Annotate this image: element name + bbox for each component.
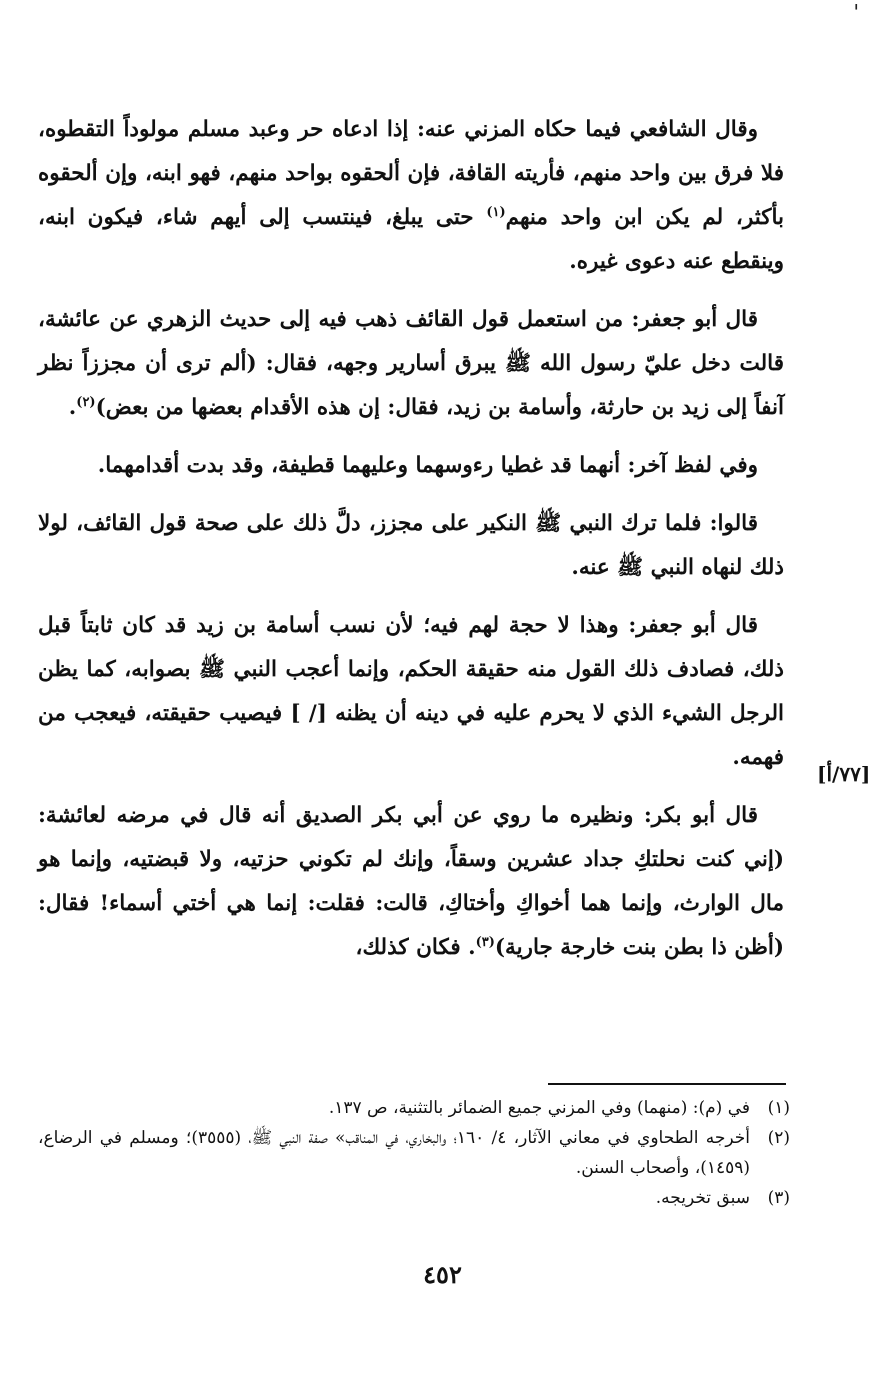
- footnote-marker[interactable]: (٣): [475, 934, 495, 950]
- page-number: ٤٥٢: [423, 1260, 462, 1289]
- paragraph-text: وقال الشافعي فيما حكاه المزني عنه: إذا ادعاه حر وعبد مسلم مولوداً التقطوه، فلا فرق بين واحد منهم، فأريته القافة، فإن ألحقوه بواحد منهم، فهو ابنه، وإن ألحقوه بأكثر، لم يكن ابن واحد منهم: [38, 117, 784, 230]
- paragraph-tail: .: [68, 395, 77, 420]
- paragraph-text: قال أبو جعفر: وهذا لا حجة لهم فيه؛ لأن نسب أسامة بن زيد قد كان ثابتاً قبل ذلك، فصادف ذلك القول منه حقيقة الحكم، وإنما أعجب النبي ﷺ بصوابه، كما يظن الرجل الشيء الذي لا يحرم عليه في دينه أن يظنه [/ ] فيصيب حقيقته، فيعجب من فهمه.: [38, 613, 784, 770]
- paragraph-3: [38, 444, 784, 488]
- footnote-text: أخرجه الطحاوي في معاني الآثار، ٤/ ١٦٠؛ والبخاري، في المناقب» صفة النبي ﷺ، (٣٥٥٥)؛ ومسلم في الرضاع، (١٤٥٩)، وأصحاب السنن.: [38, 1128, 750, 1178]
- corner-mark: ': [853, 0, 859, 24]
- paragraph-6: [38, 794, 784, 970]
- paragraph-tail: حتى يبلغ، فينتسب إلى أيهم شاء، فيكون ابنه، وينقطع عنه دعوى غيره.: [38, 205, 784, 274]
- footnote-text: سبق تخريجه.: [655, 1188, 750, 1208]
- paragraph-1: [38, 108, 784, 284]
- paragraph-text: قال أبو بكر: ونظيره ما روي عن أبي بكر الصديق أنه قال في مرضه لعائشة: (إني كنت نحلتكِ جداد عشرين وسقاً، وإنك لم تكوني حزتيه، ولا قبضتيه، وإنما هو مال الوارث، وإنما هما أخواكِ وأختاكِ، قالت: فقلت: إنما هي أختي أسماء! فقال: (أظن ذا بطن بنت خارجة جارية): [38, 803, 784, 960]
- paragraph-text: قال أبو جعفر: من استعمل قول القائف ذهب فيه إلى حديث الزهري عن عائشة، قالت دخل عليّ رسول الله ﷺ يبرق أسارير وجهه، فقال: (ألم ترى أن مجززاً نظر آنفاً إلى زيد بن حارثة، وأسامة بن زيد، فقال: إن هذه الأقدام بعضها من بعض): [38, 307, 784, 420]
- footnote-number: (٣): [767, 1188, 790, 1208]
- paragraph-5: [38, 604, 784, 780]
- footnote-3: [38, 1183, 790, 1213]
- main-text: [38, 108, 784, 984]
- footnotes: [38, 1093, 790, 1213]
- footnote-number: (١): [767, 1098, 790, 1118]
- paragraph-tail: . فكان كذلك،: [355, 935, 476, 960]
- footnote-divider: [548, 1083, 786, 1085]
- footnote-number: (٢): [767, 1128, 790, 1148]
- paragraph-text: قالوا: فلما ترك النبي ﷺ النكير على مجزز، دلَّ ذلك على صحة قول القائف، لولا ذلك لنهاه النبي ﷺ عنه.: [38, 511, 784, 580]
- paragraph-text: وفي لفظ آخر: أنهما قد غطيا رءوسهما وعليهما قطيفة، وقد بدت أقدامهما.: [97, 453, 758, 478]
- footnote-marker[interactable]: (٢): [76, 394, 96, 410]
- footnote-2: [38, 1123, 790, 1183]
- paragraph-2: [38, 298, 784, 430]
- paragraph-4: [38, 502, 784, 590]
- footnote-1: [38, 1093, 790, 1123]
- footnote-text: في (م): (منهما) وفي المزني جميع الضمائر بالتثنية، ص ١٣٧.: [328, 1098, 750, 1118]
- manuscript-folio-reference: [٧٧/أ]: [817, 762, 871, 786]
- footnote-marker[interactable]: (١): [486, 204, 506, 220]
